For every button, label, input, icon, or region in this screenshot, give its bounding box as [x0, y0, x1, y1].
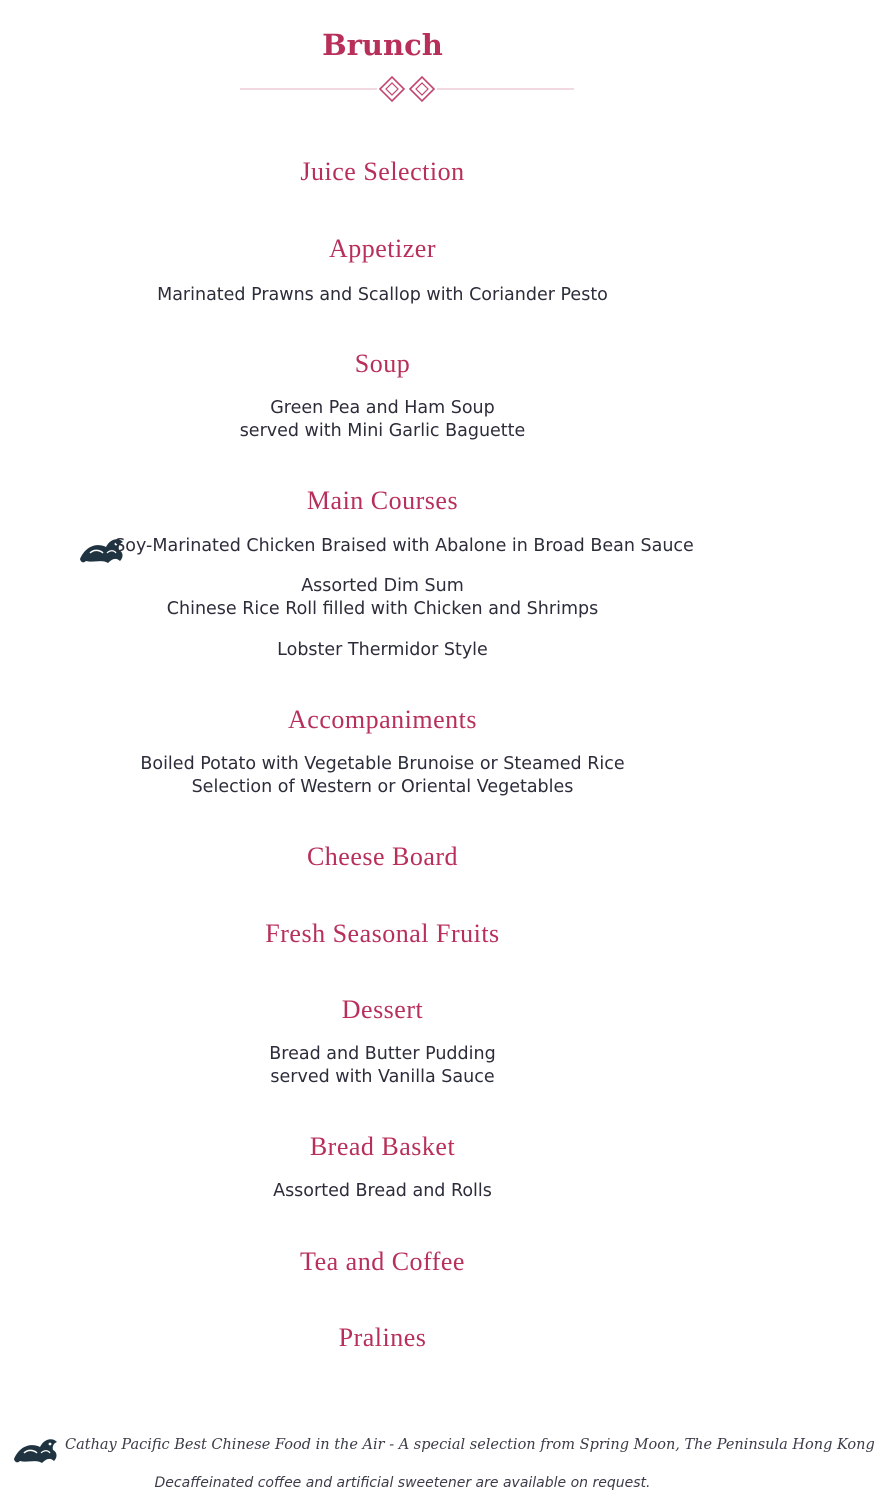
section-main — [0, 486, 765, 516]
heading-pralines: Pralines — [338, 1323, 427, 1352]
main-item-lobster — [0, 639, 765, 662]
section-soup — [0, 349, 765, 443]
heading-accompaniments: Accompaniments — [288, 705, 477, 734]
soup-item-note: served with Mini Garlic Baguette — [239, 421, 526, 441]
dessert-item: Bread and Butter Pudding — [269, 1044, 496, 1064]
main-item-chicken — [0, 535, 765, 558]
heading-fruits: Fresh Seasonal Fruits — [265, 919, 500, 948]
accompaniments-item: Selection of Western or Oriental Vegetables — [191, 777, 574, 797]
heading-juice: Juice Selection — [300, 157, 465, 186]
heading-bread: Bread Basket — [309, 1132, 456, 1161]
section-appetizer — [0, 234, 765, 307]
heading-tea: Tea and Coffee — [300, 1247, 465, 1276]
section-pralines — [0, 1323, 765, 1353]
section-juice — [0, 157, 765, 187]
heading-cheese: Cheese Board — [306, 842, 459, 871]
dragon-icon — [10, 1433, 60, 1467]
main-item-dimsum-label: Assorted Dim Sum — [301, 576, 464, 596]
section-cheese — [0, 842, 765, 872]
bread-item: Assorted Bread and Rolls — [273, 1181, 492, 1201]
dessert-item-note: served with Vanilla Sauce — [270, 1067, 495, 1087]
accompaniments-item: Boiled Potato with Vegetable Brunoise or Steamed Rice — [140, 754, 625, 774]
main-item-chicken-label: Soy-Marinated Chicken Braised with Abalone in Broad Bean Sauce — [114, 536, 694, 556]
heading-dessert: Dessert — [341, 995, 424, 1024]
heading-soup: Soup — [354, 349, 411, 378]
appetizer-item: Marinated Prawns and Scallop with Coriander Pesto — [157, 285, 608, 305]
section-fruits — [0, 919, 765, 949]
section-accompaniments — [0, 705, 765, 799]
section-dessert — [0, 995, 765, 1089]
main-item-dimsum — [0, 575, 765, 621]
soup-item: Green Pea and Ham Soup — [270, 398, 495, 418]
menu-title: Brunch — [322, 28, 443, 62]
heading-appetizer: Appetizer — [328, 234, 436, 263]
heading-main: Main Courses — [306, 486, 459, 515]
ornament-icon — [240, 72, 574, 106]
footer-decaf-note: Decaffeinated coffee and artificial sweetener are available on request. — [154, 1475, 651, 1491]
section-tea — [0, 1247, 765, 1277]
footer-note: Cathay Pacific Best Chinese Food in the Air - A special selection from Spring Moon, The Peninsula Hong Kong — [65, 1437, 875, 1453]
section-bread — [0, 1132, 765, 1203]
main-item-riceroll-label: Chinese Rice Roll filled with Chicken and Shrimps — [166, 599, 599, 619]
main-item-lobster-label: Lobster Thermidor Style — [277, 640, 488, 660]
